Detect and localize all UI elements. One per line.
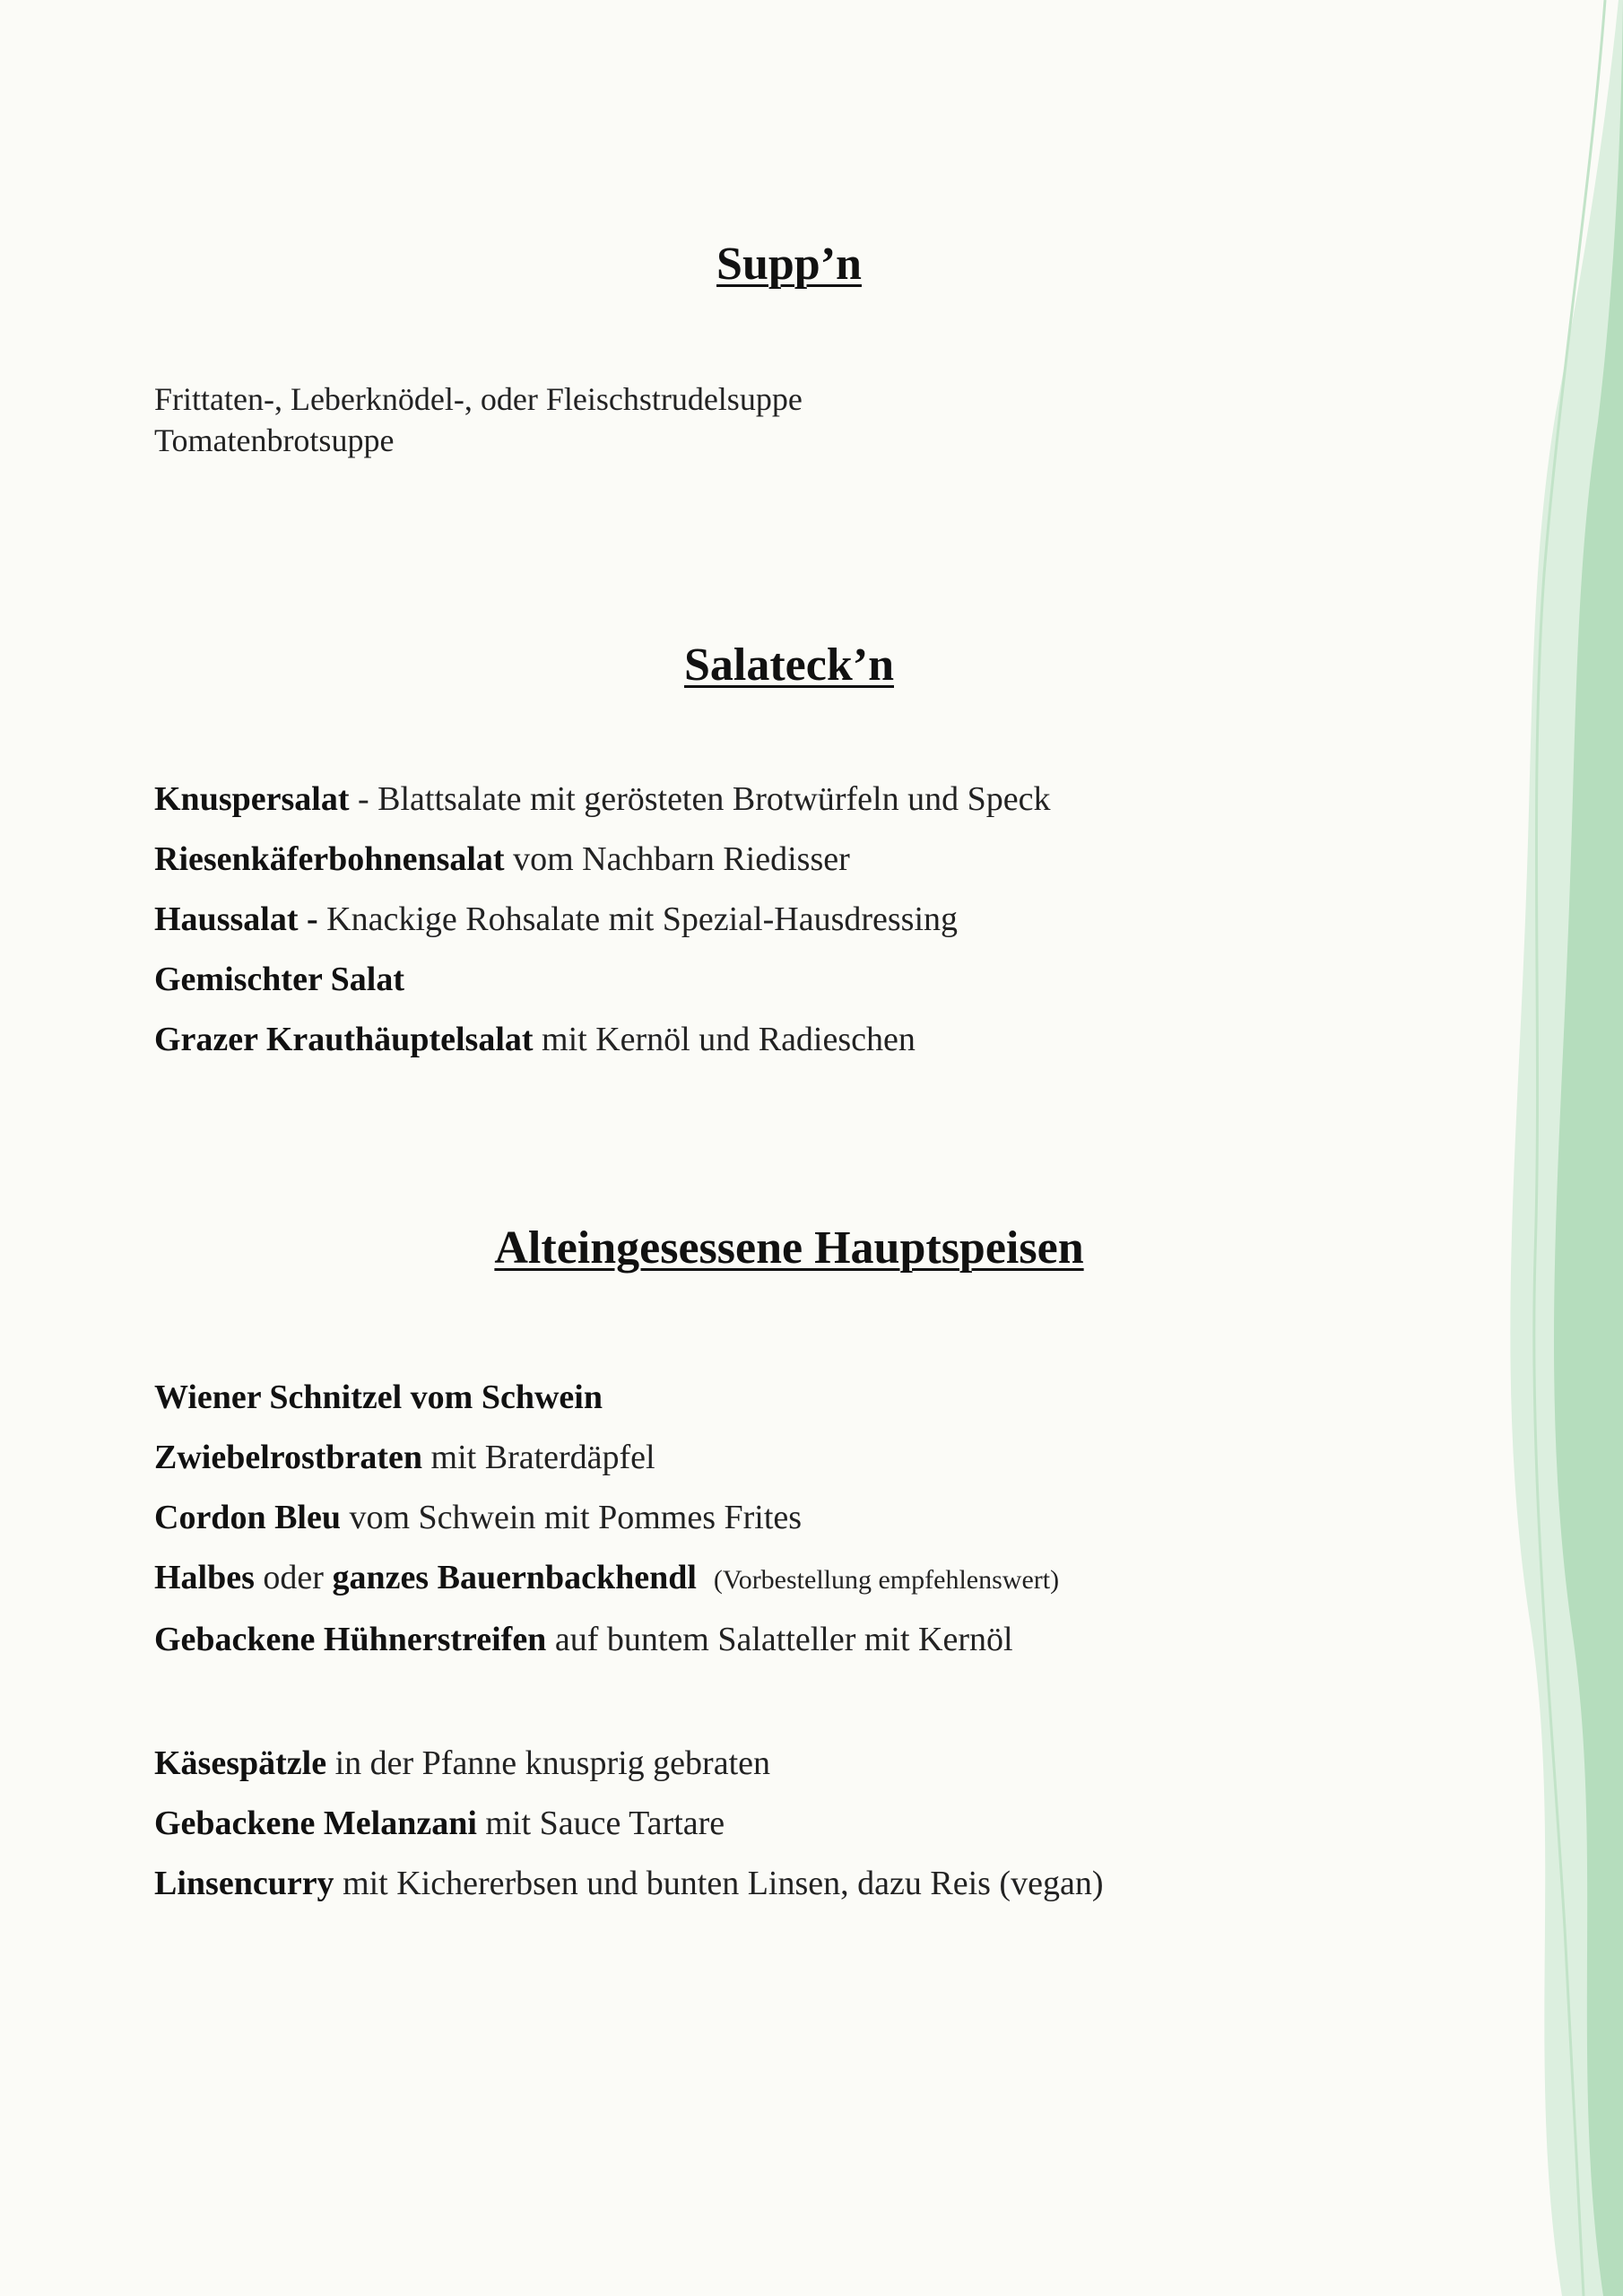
dish-desc: Knackige Rohsalate mit Spezial-Hausdressing xyxy=(317,900,959,938)
salads-heading: Salateck’n xyxy=(684,639,894,691)
dish-name: Haussalat - xyxy=(154,900,318,938)
dish-desc: mit Kichererbsen und bunten Linsen, dazu Reis (vegan) xyxy=(334,1865,1104,1902)
list-item xyxy=(154,1368,1059,1428)
dish-name: Halbes xyxy=(154,1559,255,1596)
dish-note: (Vorbestellung empfehlenswert) xyxy=(713,1565,1060,1595)
list-item xyxy=(154,890,1050,950)
list-item xyxy=(154,1428,1059,1488)
list-item xyxy=(154,830,1050,890)
list-item xyxy=(154,1734,1103,1794)
dish-name: Cordon Bleu xyxy=(154,1499,341,1536)
dish-name: Gebackene Hühnerstreifen xyxy=(154,1621,547,1658)
dish-desc: mit Kernöl und Radieschen xyxy=(533,1021,916,1058)
dish-desc: mit Sauce Tartare xyxy=(476,1805,725,1842)
list-item xyxy=(154,1010,1050,1070)
dish-name: Grazer Krauthäuptelsalat xyxy=(154,1021,534,1058)
dish-name: Zwiebelrostbraten xyxy=(154,1439,423,1476)
dish-desc: mit Braterdäpfel xyxy=(422,1439,655,1476)
dish-desc: oder xyxy=(254,1559,333,1596)
list-item xyxy=(154,1548,1059,1610)
list-item xyxy=(154,770,1050,830)
dish-name: Gebackene Melanzani xyxy=(154,1805,477,1842)
soups-heading: Supp’n xyxy=(716,239,862,290)
dish-name: Knuspersalat xyxy=(154,780,350,818)
dish-name: Käsespätzle xyxy=(154,1744,327,1782)
dish-name: Riesenkäferbohnensalat xyxy=(154,840,505,878)
list-item xyxy=(154,1488,1059,1548)
soup-line-1: Frittaten-, Leberknödel-, oder Fleischstrudelsuppe xyxy=(154,381,803,417)
dish-name: Gemischter Salat xyxy=(154,961,404,998)
soup-line-2: Tomatenbrotsuppe xyxy=(154,422,395,458)
salads-list xyxy=(154,770,1050,1070)
dish-desc: in der Pfanne knusprig gebraten xyxy=(326,1744,770,1782)
list-item xyxy=(154,950,1050,1010)
mains-list xyxy=(154,1368,1059,1670)
mains-heading: Alteingesessene Hauptspeisen xyxy=(494,1222,1084,1274)
dish-desc: vom Schwein mit Pommes Frites xyxy=(340,1499,803,1536)
mains-list-vegetarian xyxy=(154,1734,1103,1914)
dish-desc: - Blattsalate mit gerösteten Brotwürfeln und Speck xyxy=(349,780,1051,818)
list-item xyxy=(154,1610,1059,1670)
dish-name: Wiener Schnitzel vom Schwein xyxy=(154,1378,603,1416)
list-item xyxy=(154,1794,1103,1854)
list-item xyxy=(154,1854,1103,1914)
dish-name-2: ganzes Bauernbackhendl xyxy=(332,1559,697,1596)
dish-name: Linsencurry xyxy=(154,1865,334,1902)
dish-desc: vom Nachbarn Riedisser xyxy=(504,840,850,878)
dish-desc: auf buntem Salatteller mit Kernöl xyxy=(546,1621,1013,1658)
